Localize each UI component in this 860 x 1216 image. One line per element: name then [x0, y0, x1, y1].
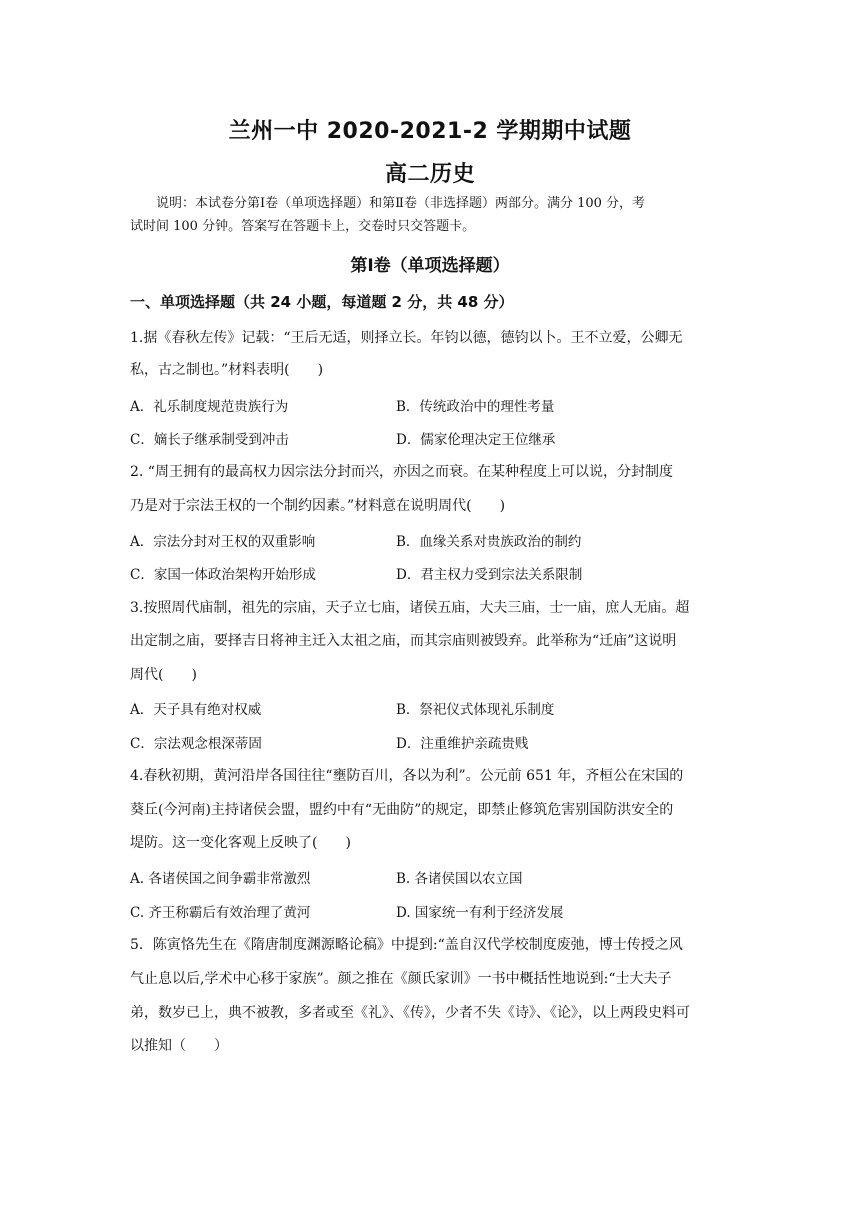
question-4-line-1: 4.春秋初期，黄河沿岸各国往往“壅防百川，各以为利”。公元前 651 年，齐桓公在宋国的 [130, 768, 684, 784]
question-5-line-3: 弟，数岁已上，典不被教，多者或至《礼》、《传》，少者不失《诗》、《论》，以上两段史料可 [130, 1005, 690, 1021]
exam-subject: 高二历史 [384, 162, 475, 187]
question-4-option-c: C. 齐王称霸后有效治理了黄河 [130, 905, 311, 921]
question-5-line-2: 气止息以后,学术中心移于家族”。颜之推在《颜氏家训》一书中概括性地说到:“士大夫子 [130, 971, 672, 987]
instructions-line-1: 说明：本试卷分第Ⅰ卷（单项选择题）和第Ⅱ卷（非选择题）两部分。满分 100 分，考 [156, 196, 646, 211]
question-2-option-a: A．宗法分封对王权的双重影响 [130, 534, 316, 550]
question-2-line-1: 2. “周王拥有的最高权力因宗法分封而兴，亦因之而衰。在某种程度上可以说，分封制度 [130, 464, 673, 480]
question-1-option-b: B．传统政治中的理性考量 [396, 399, 555, 415]
question-3-line-3: 周代( ) [130, 667, 197, 683]
question-4-option-b: B. 各诸侯国以农立国 [396, 871, 523, 887]
question-3-line-1: 3.按照周代庙制，祖先的宗庙，天子立七庙，诸侯五庙，大夫三庙，士一庙，庶人无庙。超 [130, 600, 690, 616]
question-1-option-c: C．嫡长子继承制受到冲击 [130, 432, 289, 448]
question-3-option-b: B．祭祀仪式体现礼乐制度 [396, 702, 555, 718]
question-1-line-2: 私，古之制也。”材料表明( ) [130, 362, 324, 378]
exam-title: 兰州一中 2020-2021-2 学期期中试题 [228, 119, 632, 144]
question-2-option-b: B．血缘关系对贵族政治的制约 [396, 534, 582, 550]
question-4-line-2: 葵丘(今河南)主持诸侯会盟，盟约中有“无曲防”的规定，即禁止修筑危害别国防洪安全的 [130, 802, 674, 818]
question-3-option-c: C．宗法观念根深蒂固 [130, 736, 262, 752]
question-4-line-3: 堤防。这一变化客观上反映了( ) [130, 835, 351, 851]
question-5-line-4: 以推知（ ） [130, 1038, 228, 1054]
question-1-line-1: 1.据《春秋左传》记载：“王后无适，则择立长。年钧以德，德钧以卜。王不立爱，公卿无 [130, 330, 683, 346]
question-3-option-d: D．注重维护亲疏贵贱 [396, 736, 529, 752]
question-2-option-c: C．家国一体政治架构开始形成 [130, 567, 316, 583]
section-title: 第Ⅰ卷（单项选择题） [350, 256, 510, 276]
part-heading: 一、单项选择题（共 24 小题，每道题 2 分，共 48 分） [130, 293, 514, 311]
question-2-option-d: D．君主权力受到宗法关系限制 [396, 567, 583, 583]
question-4-option-d: D. 国家统一有利于经济发展 [396, 905, 564, 921]
question-3-option-a: A．天子具有绝对权威 [130, 702, 262, 718]
question-1-option-d: D．儒家伦理决定王位继承 [396, 432, 556, 448]
instructions-line-2: 试时间 100 分钟。答案写在答题卡上，交卷时只交答题卡。 [130, 219, 476, 234]
question-3-line-2: 出定制之庙，要择吉日将神主迁入太祖之庙，而其宗庙则被毁弃。此举称为“迁庙”这说明 [130, 633, 677, 649]
question-2-line-2: 乃是对于宗法王权的一个制约因素。”材料意在说明周代( ) [130, 498, 506, 514]
question-1-option-a: A．礼乐制度规范贵族行为 [130, 399, 289, 415]
question-4-option-a: A. 各诸侯国之间争霸非常激烈 [130, 871, 311, 887]
question-5-line-1: 5．陈寅恪先生在《隋唐制度渊源略论稿》中提到:“盖自汉代学校制度废弛，博士传授之风 [130, 937, 683, 953]
